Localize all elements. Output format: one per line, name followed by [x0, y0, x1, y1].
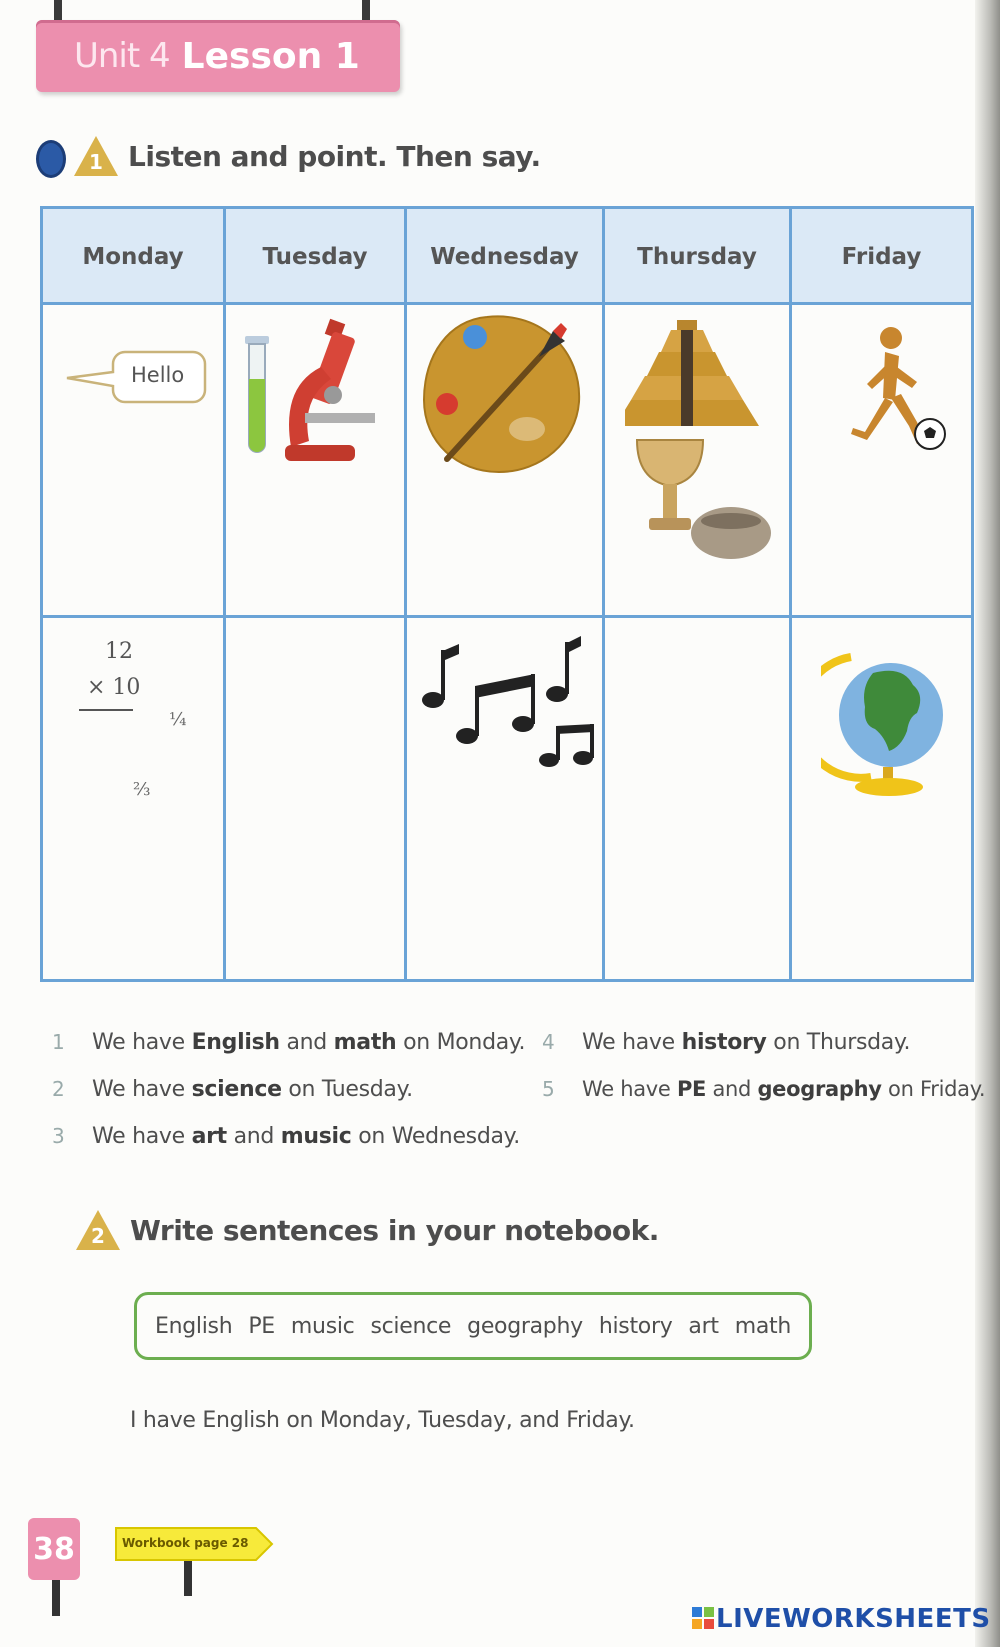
- sentence-number: 4: [542, 1030, 555, 1054]
- brand-text: LIVEWORKSHEETS: [716, 1604, 991, 1634]
- header-thursday: Thursday: [605, 209, 792, 305]
- math-top: 12: [105, 639, 133, 664]
- column-divider: [602, 209, 605, 979]
- header-friday: Friday: [792, 209, 971, 305]
- math-fraction-twothirds: ⅔: [133, 779, 151, 800]
- sign-post: [184, 1560, 192, 1596]
- math-line: [79, 709, 133, 711]
- book-spine: [975, 0, 1000, 1647]
- activity-triangle-icon: [76, 1208, 120, 1252]
- sentence-5: We have PE and geography on Friday.: [582, 1077, 986, 1101]
- page-number: 38: [28, 1518, 80, 1580]
- word-geography: geography: [467, 1313, 583, 1339]
- sentence-number: 2: [52, 1077, 65, 1101]
- activity-number: 1: [89, 150, 103, 174]
- sign-post: [52, 1580, 60, 1616]
- word-english: English: [155, 1313, 233, 1339]
- example-sentence: I have English on Monday, Tuesday, and Friday.: [130, 1408, 635, 1433]
- header-tuesday: Tuesday: [226, 209, 407, 305]
- math-fraction-quarter: ¼: [169, 709, 187, 730]
- paint-palette-icon: [417, 309, 587, 484]
- workbook-reference: Workbook page 28: [122, 1536, 249, 1550]
- header-wednesday: Wednesday: [407, 209, 605, 305]
- word-music: music: [290, 1313, 355, 1339]
- audio-icon[interactable]: [36, 140, 66, 178]
- unit-label: Unit 4: [74, 36, 170, 76]
- activity-title: Write sentences in your notebook.: [130, 1214, 659, 1247]
- math-bottom: × 10: [87, 675, 141, 700]
- music-notes-icon: [411, 634, 601, 784]
- activity-number: 2: [91, 1224, 105, 1248]
- word-pe: PE: [248, 1313, 275, 1339]
- column-divider: [223, 209, 226, 979]
- timetable: [40, 206, 974, 982]
- microscope-icon: [271, 317, 381, 467]
- column-divider: [404, 209, 407, 979]
- sentence-1: We have English and math on Monday.: [92, 1030, 526, 1055]
- row-divider: [43, 302, 971, 305]
- header-monday: Monday: [43, 209, 226, 305]
- brand-logo: [692, 1604, 991, 1634]
- word-box: [134, 1292, 812, 1360]
- word-math: math: [734, 1313, 791, 1339]
- sentence-number: 3: [52, 1124, 65, 1148]
- soccer-ball-icon: [913, 417, 947, 451]
- word-history: history: [598, 1313, 673, 1339]
- globe-icon: [821, 637, 951, 807]
- lesson-label: Lesson 1: [181, 35, 360, 77]
- unit-lesson-banner: [36, 20, 400, 92]
- brand-logo-icon: [692, 1607, 714, 1629]
- pot-icon: [687, 499, 777, 564]
- word-art: art: [688, 1313, 719, 1339]
- activity-triangle-icon: [74, 134, 118, 178]
- row-divider: [43, 615, 971, 618]
- word-science: science: [370, 1313, 452, 1339]
- activity-title: Listen and point. Then say.: [128, 140, 541, 173]
- speech-bubble-text: Hello: [131, 363, 185, 387]
- sentence-3: We have art and music on Wednesday.: [92, 1124, 520, 1149]
- sentence-2: We have science on Tuesday.: [92, 1077, 413, 1102]
- sentence-number: 1: [52, 1030, 65, 1054]
- sentence-4: We have history on Thursday.: [582, 1030, 911, 1055]
- column-divider: [789, 209, 792, 979]
- sentence-number: 5: [542, 1077, 555, 1101]
